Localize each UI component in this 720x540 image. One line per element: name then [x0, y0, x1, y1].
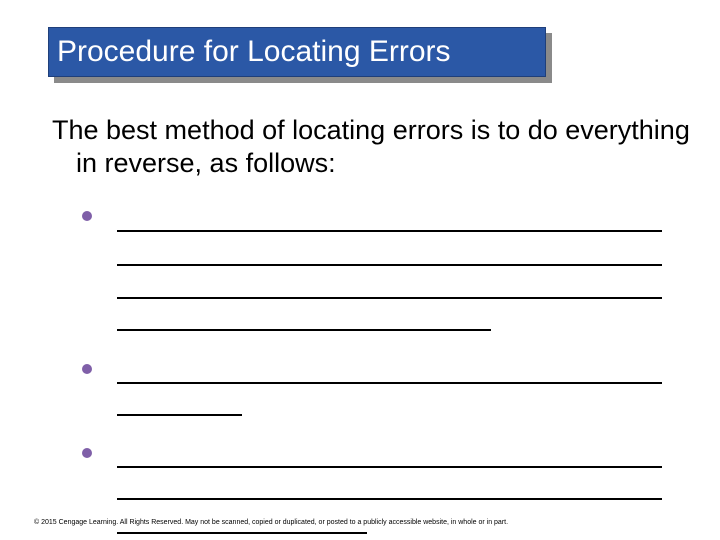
- bullet-3-marker: [82, 448, 92, 458]
- copyright-footer: © 2015 Cengage Learning. All Rights Reserved. May not be scanned, copied or duplicated, or posted to a publicly accessible website, in whole or in part.: [34, 519, 509, 526]
- bullet-1-blank-line-2: [117, 264, 662, 266]
- bullet-2-blank-line-2: [117, 414, 242, 416]
- bullet-1-blank-line-4: [117, 329, 491, 331]
- slide-title: Procedure for Locating Errors: [48, 27, 546, 77]
- bullet-3-blank-line-1: [117, 466, 662, 468]
- bullet-2-marker: [82, 364, 92, 374]
- bullet-3-blank-line-2: [117, 498, 662, 500]
- intro-text: The best method of locating errors is to do everything in reverse, as follows:: [52, 115, 690, 178]
- bullet-1-blank-line-1: [117, 230, 662, 232]
- bullet-3-blank-line-3: [117, 532, 367, 534]
- bullet-2-blank-line-1: [117, 382, 662, 384]
- bullet-1-marker: [82, 211, 92, 221]
- bullet-1-blank-line-3: [117, 297, 662, 299]
